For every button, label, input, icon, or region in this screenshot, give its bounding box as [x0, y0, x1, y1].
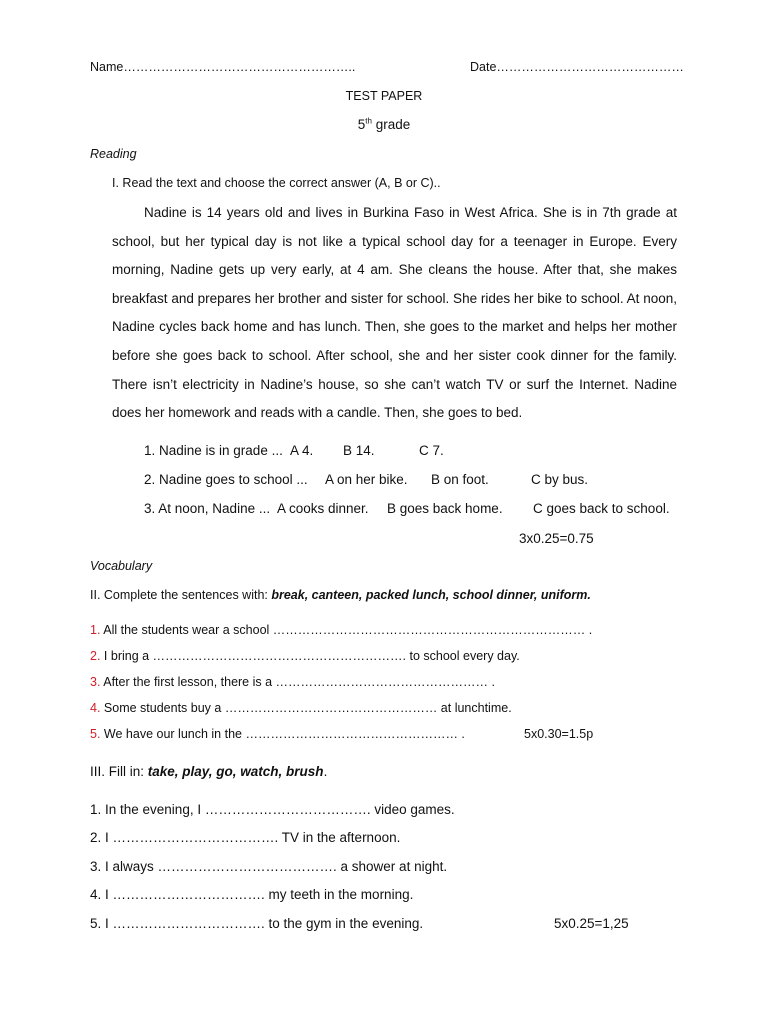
vocabulary-instruction	[90, 588, 591, 602]
vocab-item	[90, 649, 520, 663]
date-field: Date………………………………………	[470, 60, 684, 74]
vocabulary-heading: Vocabulary	[90, 559, 153, 573]
option-b: B goes back home.	[387, 501, 503, 516]
fill-in-item: 4. I ……………………………. my teeth in the morning.	[90, 887, 414, 902]
grade-word: grade	[375, 117, 411, 132]
option-a: A 4.	[290, 443, 314, 458]
item-text: After the first lesson, there is a …………………………………………… .	[103, 675, 495, 689]
word-bank: take, play, go, watch, brush	[147, 764, 324, 779]
option-c: C goes back to school.	[533, 501, 670, 516]
reading-heading: Reading	[90, 147, 137, 161]
option-a: A cooks dinner.	[277, 501, 369, 516]
vocabulary-score: 5x0.30=1.5p	[524, 727, 594, 741]
name-field: Name………………………………………………..	[90, 60, 356, 74]
instruction-prefix: III. Fill in:	[90, 764, 148, 779]
fill-in-item: 5. I ……………………………. to the gym in the evening.	[90, 916, 424, 931]
fill-in-item: 2. I ………………………………. TV in the afternoon.	[90, 830, 401, 845]
item-text: I bring a ……………………………………………………. to school every day.	[103, 649, 520, 663]
reading-instruction: I. Read the text and choose the correct answer (A, B or C)..	[112, 176, 441, 190]
option-b: B on foot.	[431, 472, 489, 487]
fill-in-score: 5x0.25=1,25	[554, 916, 629, 931]
option-c: C 7.	[419, 443, 444, 458]
item-number: 2.	[90, 649, 101, 663]
page-title: TEST PAPER	[345, 89, 423, 103]
question-stem: 3. At noon, Nadine ...	[144, 501, 271, 516]
item-text: Some students buy a …………………………………………… at lunchtime.	[103, 701, 512, 715]
item-number: 4.	[90, 701, 101, 715]
fill-in-instruction	[90, 764, 327, 779]
instruction-suffix: .	[323, 764, 328, 779]
grade-number: 5	[357, 117, 366, 132]
vocab-item	[90, 623, 592, 637]
question-stem: 2. Nadine goes to school ...	[144, 472, 308, 487]
reading-passage	[112, 199, 677, 428]
option-a: A on her bike.	[325, 472, 408, 487]
fill-in-item: 3. I always …………………………………. a shower at night.	[90, 859, 448, 874]
item-number: 3.	[90, 675, 101, 689]
word-bank: break, canteen, packed lunch, school dinner, uniform.	[271, 588, 591, 602]
instruction-prefix: II. Complete the sentences with:	[90, 588, 272, 602]
item-text: All the students wear a school ………………………………………………………………… .	[103, 623, 593, 637]
item-number: 1.	[90, 623, 101, 637]
passage-text: Nadine is 14 years old and lives in Burkina Faso in West Africa. She is in 7th grade at school, but her typical day is not like a typical school day for a teenager in Europe. Every morning, Nadine gets up very early, at 4 am. She cleans the house. After that, she makes breakfast and prepares her brother and sister for school. She rides her bike to school. At noon, Nadine cycles back home and has lunch. Then, she goes to the market and helps her mother before she goes back to school. After school, she and her sister cook dinner for the family. There isn’t electricity in Nadine’s house, so she can’t watch TV or surf the Internet. Nadine does her homework and reads with a candle. Then, she goes to bed.	[112, 205, 677, 421]
grade-line	[0, 117, 768, 132]
option-c: C by bus.	[531, 472, 589, 487]
vocab-item	[90, 701, 512, 715]
grade-suffix: th	[365, 116, 372, 126]
reading-score: 3x0.25=0.75	[519, 531, 594, 546]
vocab-item	[90, 727, 465, 741]
item-number: 5.	[90, 727, 101, 741]
question-stem: 1. Nadine is in grade ...	[144, 443, 283, 458]
vocab-item	[90, 675, 495, 689]
option-b: B 14.	[343, 443, 375, 458]
item-text: We have our lunch in the …………………………………………… .	[103, 727, 465, 741]
fill-in-item: 1. In the evening, I ………………………………. video games.	[90, 802, 455, 817]
